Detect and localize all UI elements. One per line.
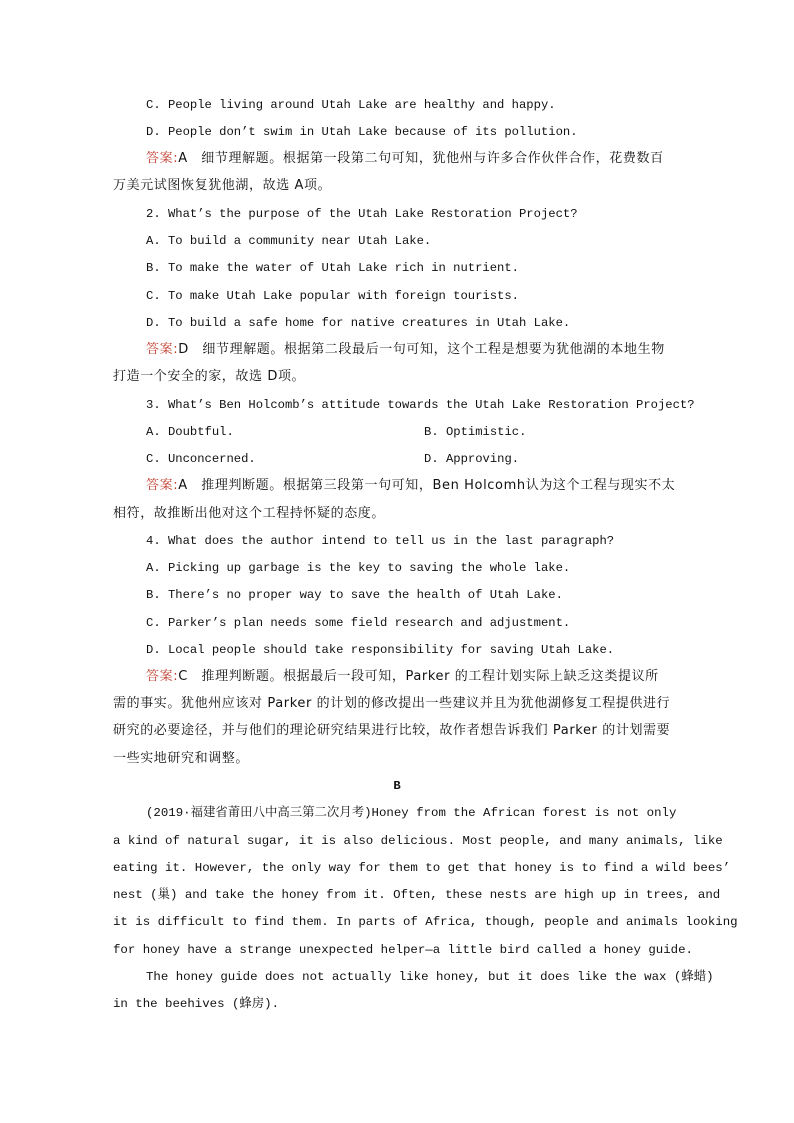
answer-label: 答案: xyxy=(146,342,179,357)
answer-label: 答案: xyxy=(146,151,179,166)
q4-answer-text-1: C 推理判断题。根据最后一段可知，Parker 的工程计划实际上缺乏这类提议所 xyxy=(178,669,659,684)
q4-option-c: C. Parker’s plan needs some field research and adjustment. xyxy=(146,616,571,630)
passage-line: a kind of natural sugar, it is also delicious. Most people, and many animals, like xyxy=(113,834,723,848)
q3-answer-text-1: A 推理判断题。根据第三段第一句可知，Ben Holcomh认为这个工程与现实不太 xyxy=(178,478,676,493)
q2-option-a: A. To build a community near Utah Lake. xyxy=(146,234,432,248)
q3-answer-line-2: 相符，故推断出他对这个工程持怀疑的态度。 xyxy=(113,506,386,521)
passage-line: The honey guide does not actually like honey, but it does like the wax (蜂蜡) xyxy=(146,970,714,984)
q3-option-a: A. Doubtful. xyxy=(146,425,234,439)
passage-line: (2019·福建省莆田八中高三第二次月考)Honey from the African forest is not only xyxy=(146,806,677,820)
passage-line: for honey have a strange unexpected helper—a little bird called a honey guide. xyxy=(113,943,693,957)
section-heading: B xyxy=(393,779,401,793)
answer-label: 答案: xyxy=(146,478,179,493)
q2-option-c: C. To make Utah Lake popular with foreign tourists. xyxy=(146,289,519,303)
passage-line: nest (巢) and take the honey from it. Often, these nests are high up in trees, and xyxy=(113,888,721,902)
q2-answer-line-2: 打造一个安全的家，故选 D项。 xyxy=(113,369,306,384)
passage-line: it is difficult to find them. In parts of Africa, though, people and animals looking xyxy=(113,915,738,929)
q3-option-b: B. Optimistic. xyxy=(424,425,527,439)
q1-answer-line-2: 万美元试图恢复犹他湖，故选 A项。 xyxy=(113,178,332,193)
q2-answer-line-1 xyxy=(146,341,665,359)
q3-option-c: C. Unconcerned. xyxy=(146,452,256,466)
q2-answer-text-1: D 细节理解题。根据第二段最后一句可知，这个工程是想要为犹他湖的本地生物 xyxy=(178,342,665,357)
q4-answer-line-4: 一些实地研究和调整。 xyxy=(113,751,250,766)
q4-answer-line-1 xyxy=(146,668,659,686)
q4-option-a: A. Picking up garbage is the key to saving the whole lake. xyxy=(146,561,571,575)
q2-question: 2. What’s the purpose of the Utah Lake Restoration Project? xyxy=(146,207,578,221)
q3-question: 3. What’s Ben Holcomb’s attitude towards the Utah Lake Restoration Project? xyxy=(146,398,695,412)
answer-label: 答案: xyxy=(146,669,179,684)
q1-answer-line-1 xyxy=(146,150,664,168)
passage-line: in the beehives (蜂房). xyxy=(113,997,280,1011)
q4-option-d: D. Local people should take responsibility for saving Utah Lake. xyxy=(146,643,615,657)
q2-option-d: D. To build a safe home for native creatures in Utah Lake. xyxy=(146,316,571,330)
passage-line: eating it. However, the only way for them to get that honey is to find a wild bees’ xyxy=(113,861,731,875)
q3-answer-line-1 xyxy=(146,477,675,495)
q4-option-b: B. There’s no proper way to save the health of Utah Lake. xyxy=(146,588,563,602)
q2-option-b: B. To make the water of Utah Lake rich in nutrient. xyxy=(146,261,519,275)
q3-option-d: D. Approving. xyxy=(424,452,520,466)
q1-answer-text-1: A 细节理解题。根据第一段第二句可知，犹他州与许多合作伙伴合作，花费数百 xyxy=(178,151,664,166)
q1-option-d: D. People don’t swim in Utah Lake because of its pollution. xyxy=(146,125,578,139)
q4-answer-line-3: 研究的必要途径，并与他们的理论研究结果进行比较，故作者想告诉我们 Parker 的计划需要 xyxy=(113,723,671,738)
q4-question: 4. What does the author intend to tell us in the last paragraph? xyxy=(146,534,615,548)
q1-option-c: C. People living around Utah Lake are healthy and happy. xyxy=(146,98,556,112)
q4-answer-line-2: 需的事实。犹他州应该对 Parker 的计划的修改提出一些建议并且为犹他湖修复工程提供进行 xyxy=(113,696,671,711)
